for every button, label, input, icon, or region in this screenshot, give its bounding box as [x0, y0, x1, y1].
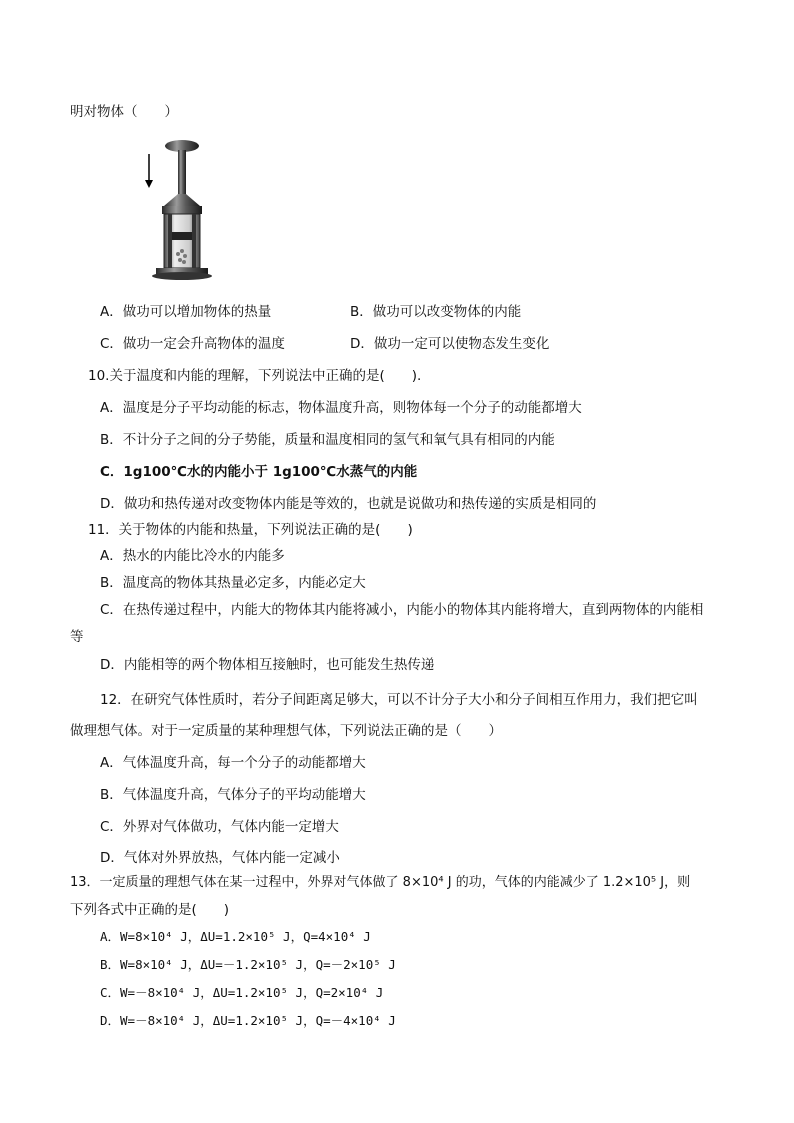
q12-option-d: D．气体对外界放热，气体内能一定减小	[100, 850, 340, 866]
q9-option-b: B．做功可以改变物体的内能	[350, 304, 522, 320]
q11-option-c: C．在热传递过程中，内能大的物体其内能将减小，内能小的物体其内能将增大，直到两物体的内能相	[100, 602, 704, 618]
q10-option-b: B．不计分子之间的分子势能，质量和温度相同的氢气和氧气具有相同的内能	[100, 432, 555, 448]
q11-option-d: D．内能相等的两个物体相互接触时，也可能发生热传递	[100, 657, 435, 673]
q10-option-d: D．做功和热传递对改变物体内能是等效的，也就是说做功和热传递的实质是相同的	[100, 496, 597, 512]
q11-option-c-cont: 等	[70, 629, 84, 645]
q12-option-a: A．气体温度升高，每一个分子的动能都增大	[100, 755, 366, 771]
cylinder-top	[164, 194, 200, 206]
q9-option-a: A．做功可以增加物体的热量	[100, 304, 272, 320]
q9-stem-tail: 明对物体（ ）	[70, 104, 178, 120]
q13-option-c: C．W=－8×10⁴ J，ΔU=1.2×10⁵ J，Q=2×10⁴ J	[100, 985, 384, 1000]
q13-stem-line2: 下列各式中正确的是( )	[70, 902, 230, 918]
q11-option-b: B．温度高的物体其热量必定多，内能必定大	[100, 575, 366, 591]
q10-option-a: A．温度是分子平均动能的标志，物体温度升高，则物体每一个分子的动能都增大	[100, 400, 582, 416]
q9-option-c: C．做功一定会升高物体的温度	[100, 336, 285, 352]
q12-stem-line1: 12．在研究气体性质时，若分子间距离足够大，可以不计分子大小和分子间相互作用力，我们把它叫	[100, 692, 698, 708]
apparatus-figure	[140, 136, 230, 286]
q12-option-b: B．气体温度升高，气体分子的平均动能增大	[100, 787, 366, 803]
q9-option-d: D．做功一定可以使物态发生变化	[350, 336, 550, 352]
q11-option-a: A．热水的内能比冷水的内能多	[100, 548, 285, 564]
piston-rod	[178, 150, 186, 198]
q12-stem-line2: 做理想气体。对于一定质量的某种理想气体，下列说法正确的是（ ）	[70, 723, 502, 739]
q13-stem-line1: 13．一定质量的理想气体在某一过程中，外界对气体做了 8×10⁴ J 的功，气体的内能减少了 1.2×10⁵ J，则	[70, 875, 691, 890]
q13-option-b: B．W=8×10⁴ J，ΔU=－1.2×10⁵ J，Q=－2×10⁵ J	[100, 957, 396, 972]
down-arrow-icon	[145, 154, 153, 188]
q12-option-c: C．外界对气体做功，气体内能一定增大	[100, 819, 339, 835]
q13-option-a: A．W=8×10⁴ J，ΔU=1.2×10⁵ J，Q=4×10⁴ J	[100, 929, 371, 944]
q13-option-d: D．W=－8×10⁴ J，ΔU=1.2×10⁵ J，Q=－4×10⁴ J	[100, 1013, 396, 1028]
q10-option-c: C．1g100℃水的内能小于 1g100℃水蒸气的内能	[100, 464, 418, 480]
q10-stem: 10.关于温度和内能的理解，下列说法中正确的是( ).	[88, 368, 422, 384]
inner-piston	[172, 232, 192, 240]
q11-stem: 11．关于物体的内能和热量，下列说法正确的是( )	[88, 522, 413, 538]
